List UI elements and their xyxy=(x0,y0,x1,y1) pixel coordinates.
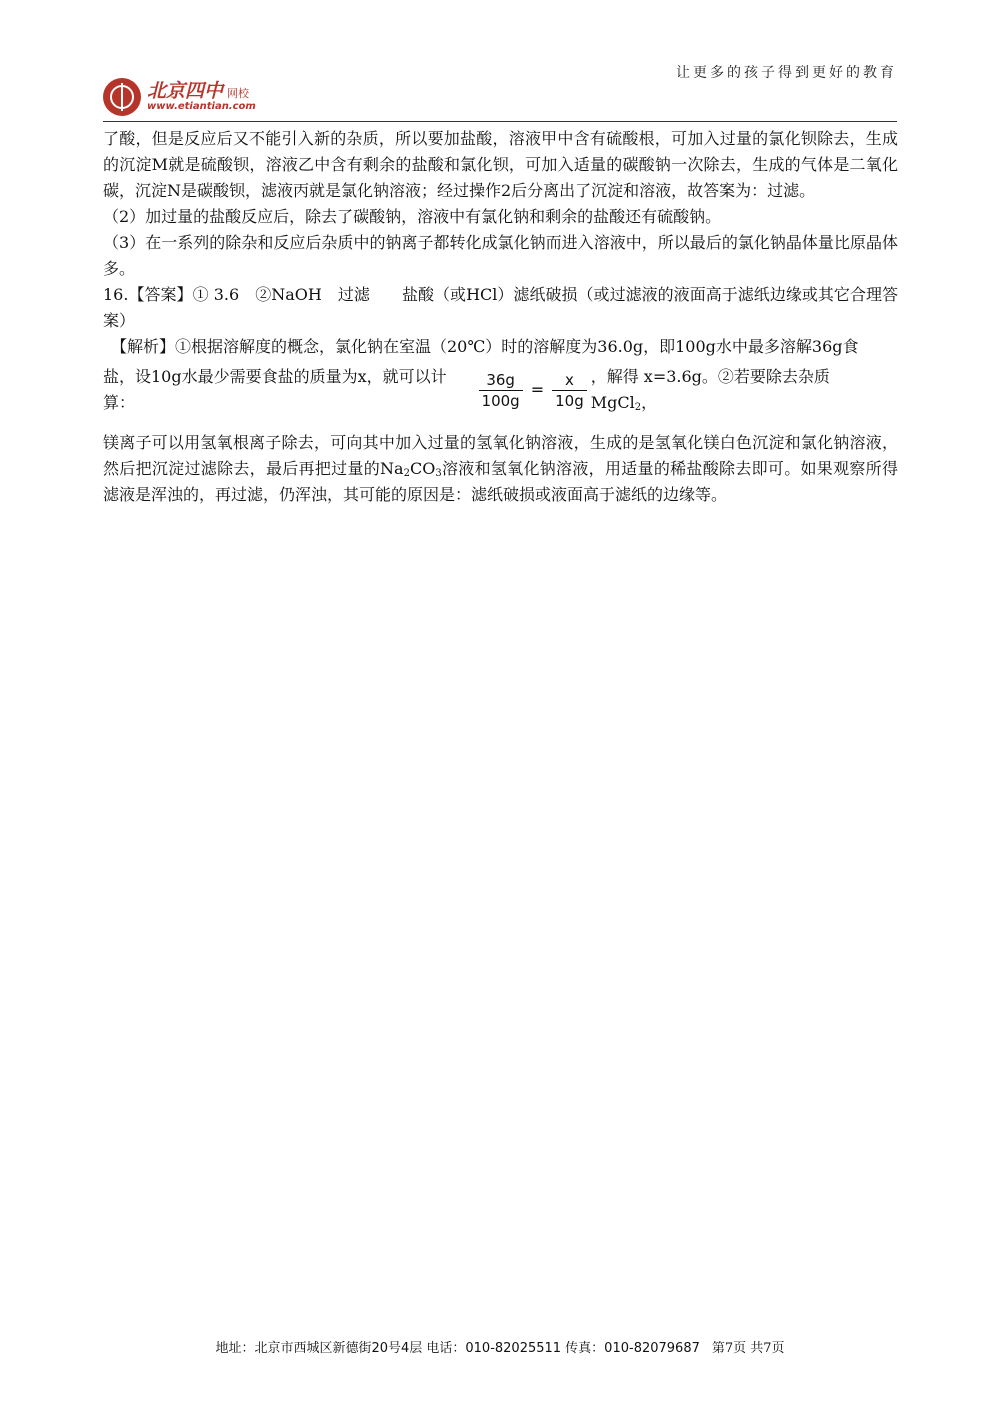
logo xyxy=(103,76,256,118)
paragraph-3: （3）在一系列的除杂和反应后杂质中的钠离子都转化成氯化钠而进入溶液中，所以最后的氯化钠晶体量比原晶体多。 xyxy=(103,233,898,278)
footer-address: 地址：北京市西城区新德街20号4层 电话：010-82025511 传真：010-82079687 xyxy=(215,1341,700,1356)
equation-line xyxy=(103,360,898,420)
logo-sub: 网校 xyxy=(227,86,250,100)
logo-name: 北京四中 网校 xyxy=(147,79,250,102)
subscript-co3: 3 xyxy=(435,468,442,479)
equals-sign: = xyxy=(530,380,545,399)
fraction-left-numerator: 36g xyxy=(486,370,515,389)
paragraph-analysis: 【解析】①根据溶解度的概念，氯化钠在室温（20℃）时的溶解度为36.0g，即100g水中最多溶解36g食 xyxy=(111,337,859,356)
logo-seal-icon xyxy=(103,78,141,116)
footer-page-number: 第7页 共7页 xyxy=(711,1341,785,1356)
paragraph-answer-16: 16.【答案】① 3.6 ②NaOH 过滤 盐酸（或HCl）滤纸破损（或过滤液的液面高于滤纸边缘或其它合理答案） xyxy=(103,285,898,330)
fraction-left-denominator: 100g xyxy=(479,390,523,411)
paragraph-2: （2）加过量的盐酸反应后，除去了碳酸钠，溶液中有氯化钠和剩余的盐酸还有硫酸钠。 xyxy=(103,207,722,226)
subscript-2: 2 xyxy=(634,402,642,413)
equation-trail-text: ，解得 x=3.6g。②若要除去杂质 MgCl$_2$， xyxy=(590,367,830,413)
fraction-left xyxy=(479,370,523,411)
page-footer xyxy=(0,1337,1000,1356)
paragraph-1: 了酸，但是反应后又不能引入新的杂质，所以要加盐酸，溶液甲中含有硫酸根，可加入过量的氯化钡除去，生成的沉淀M就是硫酸钡，溶液乙中含有剩余的盐酸和氯化钡，可加入适量的碳酸钠一次除去，生成的气体是二氧化碳，沉淀N是碳酸钡，滤液丙就是氯化钠溶液；经过操作2后分离出了沉淀和溶液，故答案为：过滤。 xyxy=(103,129,898,200)
header-rule xyxy=(103,121,897,122)
subscript-na2: 2 xyxy=(403,468,410,479)
fraction-right xyxy=(552,370,587,411)
fraction-right-denominator: 10g xyxy=(552,390,587,411)
logo-text xyxy=(147,79,256,112)
header-slogan: 让更多的孩子得到更好的教育 xyxy=(676,65,897,81)
fraction-right-numerator: x xyxy=(564,370,574,389)
equation-lead-text: 盐，设10g水最少需要食盐的质量为x，就可以计算： xyxy=(103,367,447,412)
logo-url: www.etiantian.com xyxy=(147,100,256,112)
paragraph-magnesium: 镁离子可以用氢氧根离子除去，可向其中加入过量的氢氧化钠溶液，生成的是氢氧化镁白色沉淀和氯化钠溶液，然后把沉淀过滤除去，最后再把过量的$Na_2CO_3$溶液和氢氧化钠溶液，用适量的稀盐酸除去即可。如果观察所得滤液是浑浊的，再过滤，仍浑浊，其可能的原因是：滤纸破损或液面高于滤纸的边缘等。 xyxy=(103,433,898,504)
document-body xyxy=(103,126,898,508)
spacer xyxy=(103,420,898,430)
